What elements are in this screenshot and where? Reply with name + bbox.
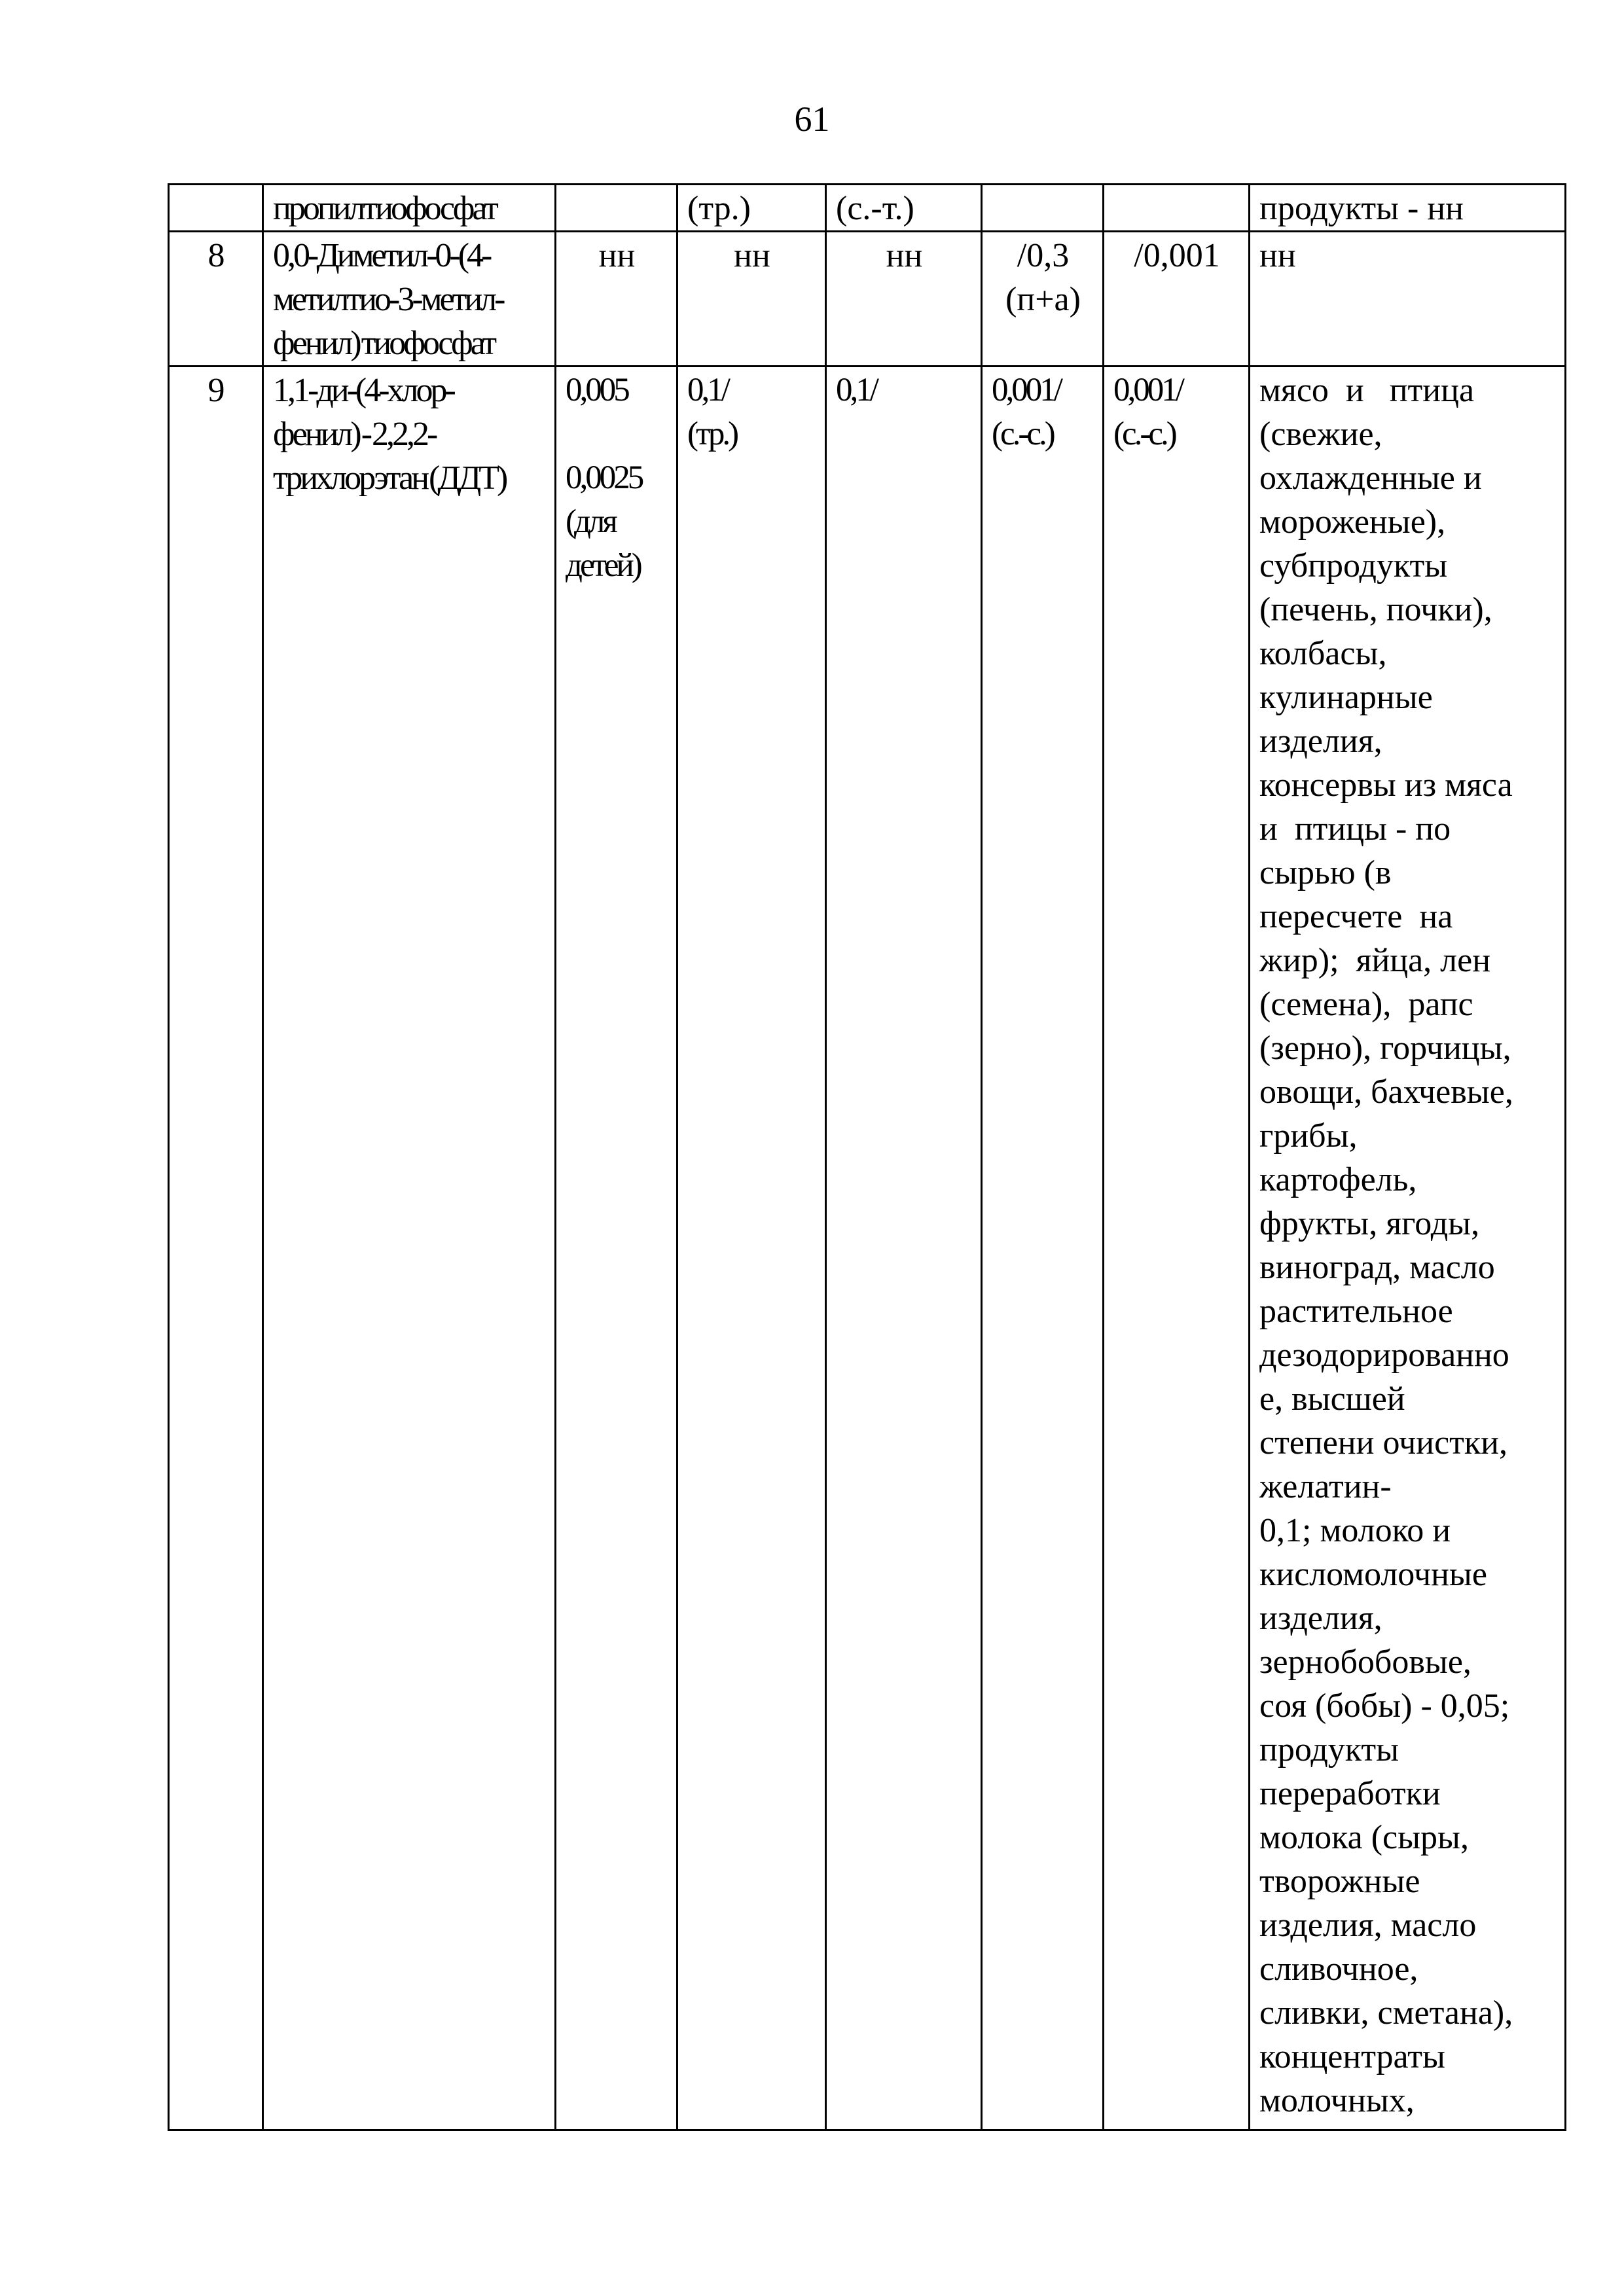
products-line: переработки bbox=[1259, 1775, 1441, 1812]
products-line: субпродукты bbox=[1259, 547, 1448, 584]
data-table bbox=[168, 183, 1566, 2131]
products-line: мясо и птица bbox=[1259, 372, 1475, 409]
products-line: сливки, сметана), bbox=[1259, 1994, 1513, 2032]
products-line: грибы, bbox=[1259, 1117, 1358, 1155]
products-line: жир); яйца, лен bbox=[1259, 942, 1491, 979]
value-line: 0,0025 bbox=[566, 459, 642, 496]
products-line: колбасы, bbox=[1259, 635, 1387, 672]
products-line: е, высшей bbox=[1259, 1380, 1405, 1418]
products-line: картофель, bbox=[1259, 1161, 1417, 1198]
substance-name-line: трихлорэтан (ДДТ) bbox=[273, 459, 506, 497]
substance-name-cell bbox=[263, 232, 556, 367]
value-line: (с.-т.) bbox=[836, 190, 914, 227]
products-line: (зерно), горчицы, bbox=[1259, 1030, 1511, 1067]
substance-name-cell bbox=[263, 367, 556, 2130]
row-number: 8 bbox=[208, 237, 225, 274]
value-cell bbox=[677, 232, 826, 367]
value-line: 0,001/ bbox=[992, 372, 1060, 408]
products-line: изделия, масло bbox=[1259, 1907, 1477, 1944]
row-number-cell bbox=[169, 185, 263, 232]
value-cell bbox=[1104, 232, 1250, 367]
value-line: нн bbox=[886, 237, 923, 274]
products-line: нн bbox=[1259, 237, 1296, 274]
products-cell bbox=[1250, 367, 1566, 2130]
substance-name-line: фенил) тиофосфат bbox=[273, 325, 495, 362]
products-line: продукты bbox=[1259, 1731, 1399, 1768]
products-line: сырью (в bbox=[1259, 854, 1392, 891]
products-line: молочных, bbox=[1259, 2082, 1415, 2119]
value-cell bbox=[982, 232, 1104, 367]
row-number-cell bbox=[169, 367, 263, 2130]
value-line: (с.-с.) bbox=[1113, 416, 1175, 452]
products-line: фрукты, ягоды, bbox=[1259, 1205, 1480, 1242]
page-number: 61 bbox=[794, 99, 830, 139]
products-line: растительное bbox=[1259, 1293, 1453, 1330]
products-line: молока (сыры, bbox=[1259, 1819, 1469, 1856]
products-line: (свежие, bbox=[1259, 416, 1382, 453]
products-line: творожные bbox=[1259, 1863, 1420, 1900]
value-cell bbox=[677, 185, 826, 232]
products-line: охлажденные и bbox=[1259, 459, 1482, 497]
substance-name-cell bbox=[263, 185, 556, 232]
table-row bbox=[169, 232, 1566, 367]
value-line: (с.-с.) bbox=[992, 416, 1053, 452]
value-line: /0,3 bbox=[1017, 237, 1070, 274]
products-line: кулинарные bbox=[1259, 679, 1433, 716]
table-row bbox=[169, 185, 1566, 232]
products-line: соя (бобы) - 0,05; bbox=[1259, 1687, 1510, 1725]
products-line: изделия, bbox=[1259, 1600, 1382, 1637]
products-line: (семена), рапс bbox=[1259, 986, 1473, 1023]
value-line: (тр.) bbox=[687, 416, 737, 452]
products-line: степени очистки, bbox=[1259, 1424, 1507, 1462]
value-line: (для bbox=[566, 503, 615, 540]
value-line-empty bbox=[566, 412, 668, 456]
products-line: концентраты bbox=[1259, 2038, 1445, 2075]
products-line: консервы из мяса bbox=[1259, 766, 1513, 804]
value-line: 0,001/ bbox=[1113, 372, 1182, 408]
products-line: дезодорированно bbox=[1259, 1336, 1509, 1374]
value-cell bbox=[982, 367, 1104, 2130]
substance-name-line: 1,1-ди-(4-хлор- bbox=[273, 372, 454, 409]
value-line: детей) bbox=[566, 547, 640, 584]
value-cell bbox=[982, 185, 1104, 232]
row-number: 9 bbox=[208, 372, 225, 409]
products-cell bbox=[1250, 185, 1566, 232]
products-line: овощи, бахчевые, bbox=[1259, 1073, 1513, 1111]
value-cell bbox=[826, 367, 982, 2130]
products-cell bbox=[1250, 232, 1566, 367]
value-line: 0,005 bbox=[566, 372, 628, 408]
row-number-cell bbox=[169, 232, 263, 367]
products-line: и птицы - по bbox=[1259, 810, 1451, 848]
value-cell bbox=[556, 367, 677, 2130]
value-cell bbox=[556, 185, 677, 232]
products-line: мороженые), bbox=[1259, 503, 1446, 541]
products-line: продукты - нн bbox=[1259, 190, 1464, 227]
substance-name-line: пропилтиофосфат bbox=[273, 190, 496, 227]
products-line: (печень, почки), bbox=[1259, 591, 1492, 628]
value-line: 0,1/ bbox=[836, 372, 876, 408]
products-line: желатин- bbox=[1259, 1468, 1392, 1505]
products-line: зернобобовые, bbox=[1259, 1643, 1471, 1681]
value-line: нн bbox=[598, 237, 636, 274]
value-line: /0,001 bbox=[1134, 237, 1220, 274]
products-line: пересчете на bbox=[1259, 898, 1453, 935]
value-line: (тр.) bbox=[687, 190, 751, 227]
value-cell bbox=[677, 367, 826, 2130]
value-cell bbox=[556, 232, 677, 367]
products-line: изделия, bbox=[1259, 723, 1382, 760]
products-line: сливочное, bbox=[1259, 1950, 1418, 1988]
products-line: виноград, масло bbox=[1259, 1249, 1495, 1286]
value-cell bbox=[826, 185, 982, 232]
value-line: нн bbox=[734, 237, 770, 274]
substance-name-line: фенил) - 2,2,2- bbox=[273, 416, 436, 453]
value-line: 0,1/ bbox=[687, 372, 728, 408]
value-cell bbox=[826, 232, 982, 367]
value-line: (п+а) bbox=[1005, 281, 1081, 318]
substance-name-line: метилтио-3-метил- bbox=[273, 281, 503, 318]
products-line: кисломолочные bbox=[1259, 1556, 1487, 1593]
substance-name-line: 0,0-Диметил-0-(4- bbox=[273, 237, 490, 274]
value-cell bbox=[1104, 185, 1250, 232]
products-line: 0,1; молоко и bbox=[1259, 1512, 1451, 1549]
table-row bbox=[169, 367, 1566, 2130]
value-cell bbox=[1104, 367, 1250, 2130]
